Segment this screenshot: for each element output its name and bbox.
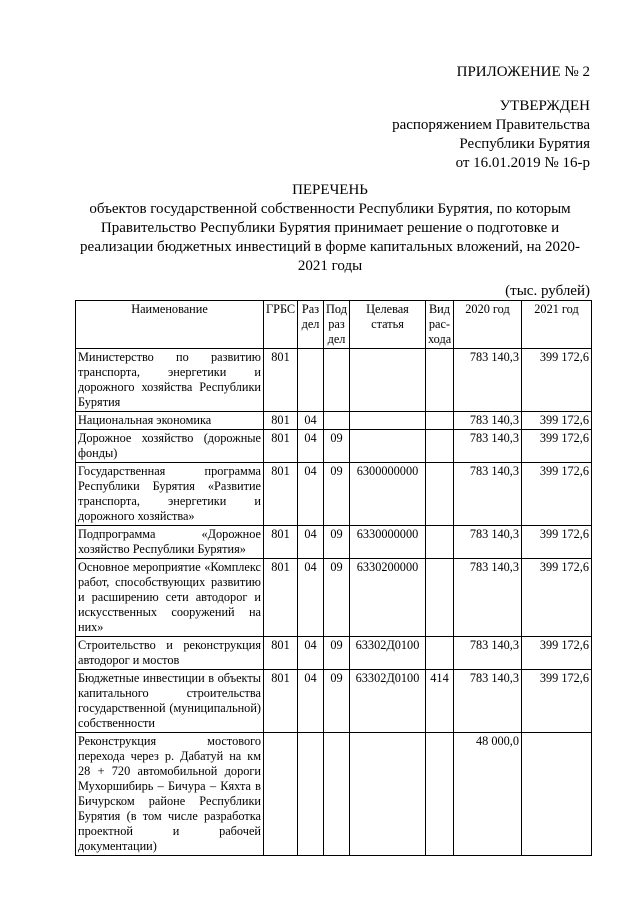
cell-grbs: 801	[264, 670, 298, 733]
cell-target	[350, 733, 426, 856]
cell-2021: 399 172,6	[522, 670, 592, 733]
cell-target	[350, 430, 426, 463]
cell-podrazdel	[324, 412, 350, 430]
cell-name: Национальная экономика	[76, 412, 264, 430]
cell-grbs: 801	[264, 559, 298, 637]
cell-razdel: 04	[298, 463, 324, 526]
cell-name: Реконструкция мостового перехода через р. Дабатуй на км 28 + 720 автомобильной дороги Мухоршибирь – Бичура – Кяхта в Бичурском районе Республики Бурятия (в том числе разработка проектной и рабочей документации)	[76, 733, 264, 856]
table-header-row	[76, 301, 592, 349]
cell-2020: 783 140,3	[454, 670, 522, 733]
cell-vid: 414	[426, 670, 454, 733]
cell-podrazdel: 09	[324, 526, 350, 559]
cell-grbs: 801	[264, 526, 298, 559]
cell-grbs: 801	[264, 637, 298, 670]
cell-grbs: 801	[264, 463, 298, 526]
table-row	[76, 733, 592, 856]
cell-2021: 399 172,6	[522, 559, 592, 637]
cell-target	[350, 349, 426, 412]
cell-razdel: 04	[298, 637, 324, 670]
approval-line-2: Республики Бурятия	[459, 136, 590, 152]
header-name: Наименование	[76, 301, 264, 349]
cell-target: 6330000000	[350, 526, 426, 559]
cell-2021: 399 172,6	[522, 637, 592, 670]
approval-line-3: от 16.01.2019 № 16-р	[455, 155, 590, 171]
cell-2020: 783 140,3	[454, 526, 522, 559]
cell-vid	[426, 733, 454, 856]
table-row	[76, 670, 592, 733]
document-title: ПЕРЕЧЕНЬ	[292, 182, 368, 198]
cell-2020: 783 140,3	[454, 559, 522, 637]
table-row	[76, 412, 592, 430]
cell-podrazdel: 09	[324, 559, 350, 637]
cell-podrazdel: 09	[324, 463, 350, 526]
cell-grbs: 801	[264, 430, 298, 463]
header-razdel: Раз дел	[298, 301, 324, 349]
cell-vid	[426, 463, 454, 526]
cell-2021: 399 172,6	[522, 412, 592, 430]
cell-target: 63302Д0100	[350, 637, 426, 670]
cell-2021: 399 172,6	[522, 526, 592, 559]
cell-name: Государственная программа Республики Бурятия «Развитие транспорта, энергетики и дорожного хозяйства»	[76, 463, 264, 526]
cell-podrazdel: 09	[324, 430, 350, 463]
cell-name: Строительство и реконструкция автодорог и мостов	[76, 637, 264, 670]
header-target: Целевая статья	[350, 301, 426, 349]
cell-2020: 48 000,0	[454, 733, 522, 856]
cell-2021	[522, 733, 592, 856]
cell-vid	[426, 637, 454, 670]
cell-grbs	[264, 733, 298, 856]
appendix-number: ПРИЛОЖЕНИЕ № 2	[456, 64, 590, 80]
approval-title: УТВЕРЖДЕН	[499, 98, 590, 114]
cell-2021: 399 172,6	[522, 349, 592, 412]
header-grbs: ГРБС	[264, 301, 298, 349]
table-row	[76, 349, 592, 412]
cell-vid	[426, 526, 454, 559]
table-row	[76, 637, 592, 670]
appendix-label	[457, 63, 590, 82]
header-2021: 2021 год	[522, 301, 592, 349]
cell-2021: 399 172,6	[522, 463, 592, 526]
table-row	[76, 430, 592, 463]
document-title-block	[66, 181, 594, 276]
cell-2021: 399 172,6	[522, 430, 592, 463]
cell-target: 6300000000	[350, 463, 426, 526]
cell-razdel	[298, 733, 324, 856]
investment-table	[75, 300, 592, 856]
approval-block	[392, 97, 590, 173]
header-2020: 2020 год	[454, 301, 522, 349]
approval-line-1: распоряжением Правительства	[392, 117, 590, 133]
cell-grbs: 801	[264, 412, 298, 430]
cell-name: Министерство по развитию транспорта, энергетики и дорожного хозяйства Республики Бурятия	[76, 349, 264, 412]
cell-name: Подпрограмма «Дорожное хозяйство Республики Бурятия»	[76, 526, 264, 559]
cell-vid	[426, 430, 454, 463]
cell-podrazdel	[324, 349, 350, 412]
cell-podrazdel	[324, 733, 350, 856]
cell-target	[350, 412, 426, 430]
cell-razdel: 04	[298, 430, 324, 463]
cell-razdel: 04	[298, 559, 324, 637]
cell-vid	[426, 412, 454, 430]
table-row	[76, 526, 592, 559]
cell-grbs: 801	[264, 349, 298, 412]
cell-2020: 783 140,3	[454, 412, 522, 430]
table-row	[76, 463, 592, 526]
header-podrazdel: Под раз дел	[324, 301, 350, 349]
table-row	[76, 559, 592, 637]
cell-podrazdel: 09	[324, 637, 350, 670]
cell-target: 6330200000	[350, 559, 426, 637]
document-description: объектов государственной собственности Республики Бурятия, по которым Правительство Республики Бурятия принимает решение о подготовке и реализации бюджетных инвестиций в форме капитальных вложений, на 2020-2021 годы	[80, 201, 580, 274]
cell-razdel	[298, 349, 324, 412]
cell-name: Основное мероприятие «Комплекс работ, способствующих развитию и расширению сети автодорог и искусственных сооружений на них»	[76, 559, 264, 637]
cell-2020: 783 140,3	[454, 463, 522, 526]
cell-target: 63302Д0100	[350, 670, 426, 733]
cell-2020: 783 140,3	[454, 430, 522, 463]
cell-razdel: 04	[298, 526, 324, 559]
header-vid: Вид рас- хода	[426, 301, 454, 349]
cell-razdel: 04	[298, 412, 324, 430]
cell-name: Бюджетные инвестиции в объекты капитального строительства государственной (муниципальной) собственности	[76, 670, 264, 733]
cell-razdel: 04	[298, 670, 324, 733]
cell-vid	[426, 559, 454, 637]
unit-label: (тыс. рублей)	[505, 283, 590, 299]
cell-2020: 783 140,3	[454, 637, 522, 670]
cell-podrazdel: 09	[324, 670, 350, 733]
cell-2020: 783 140,3	[454, 349, 522, 412]
cell-name: Дорожное хозяйство (дорожные фонды)	[76, 430, 264, 463]
cell-vid	[426, 349, 454, 412]
